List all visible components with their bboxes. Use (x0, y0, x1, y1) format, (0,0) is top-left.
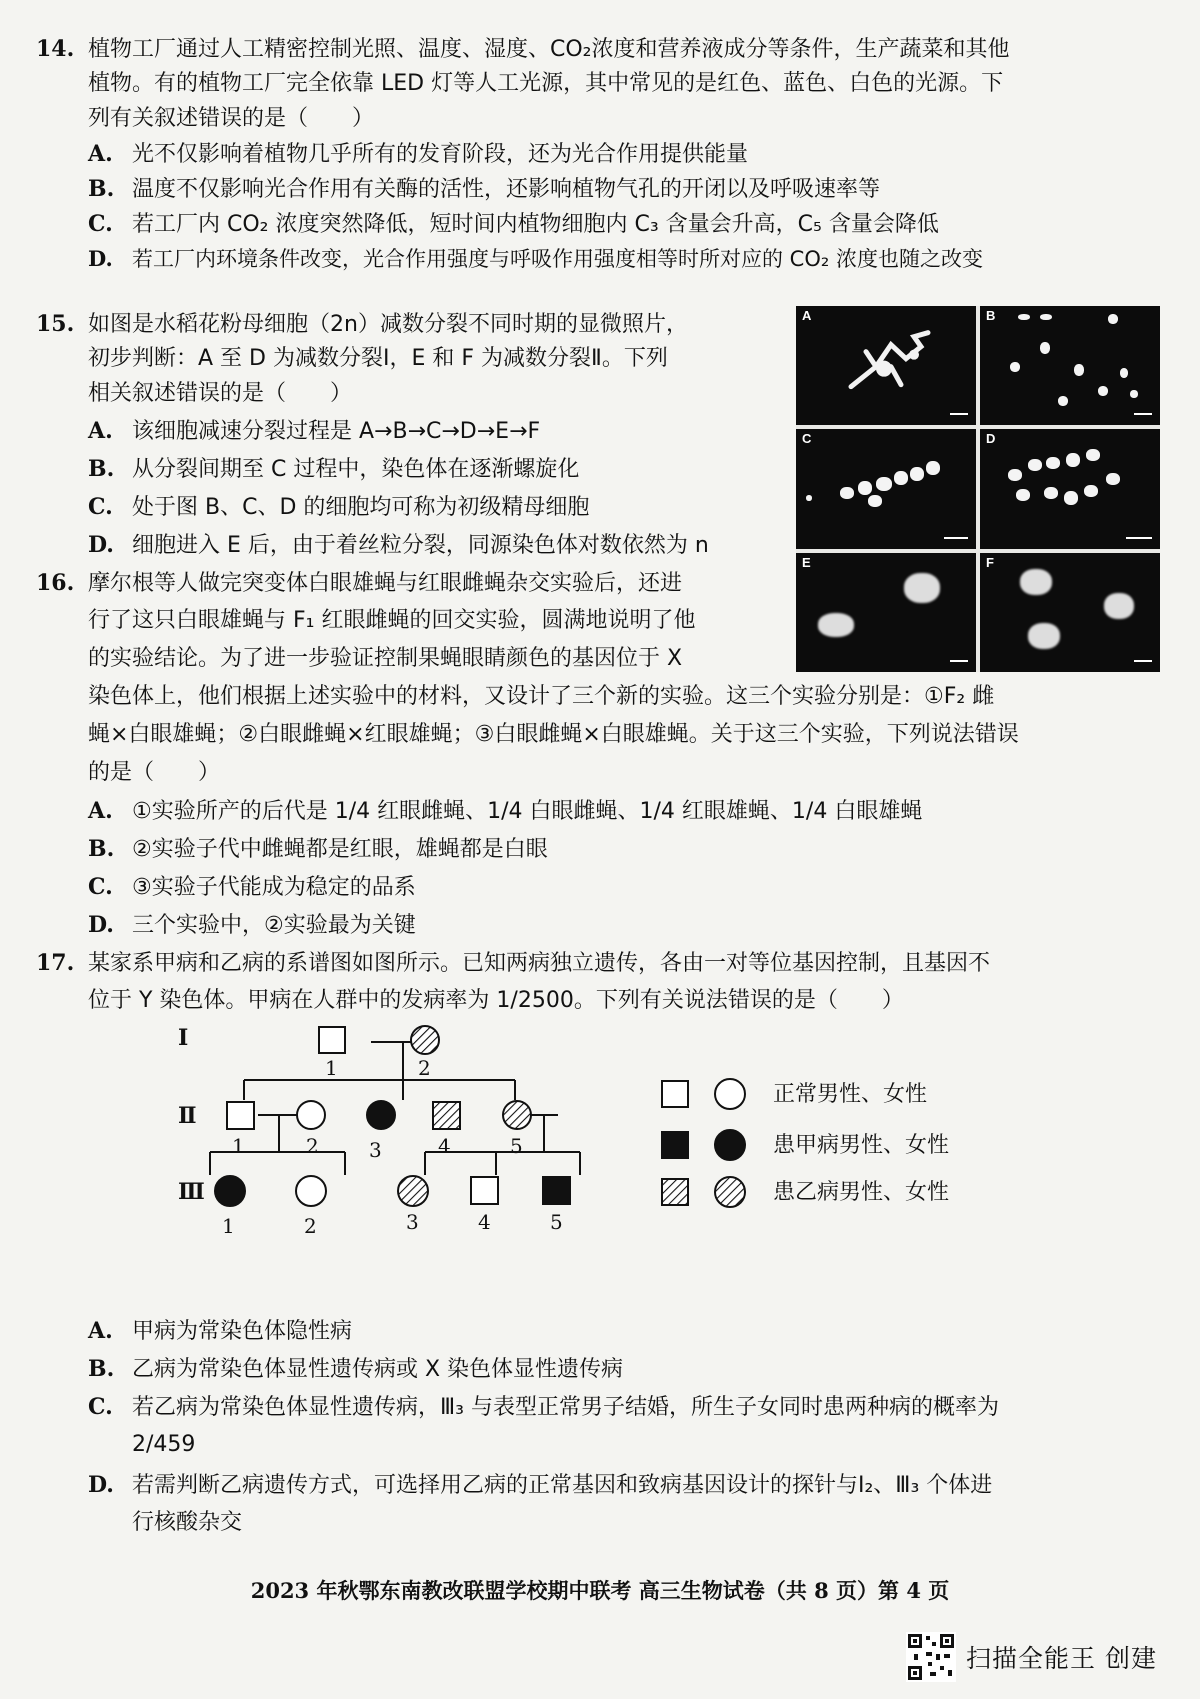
question-stem-line: 相关叙述错误的是（ ） (88, 381, 353, 406)
micrograph-panel-f: F (980, 553, 1160, 672)
option-c: C. 若乙病为常染色体显性遗传病，Ⅲ₃ 与表型正常男子结婚，所生子女同时患两种病的概率为 (88, 1394, 999, 1420)
normal-female-symbol (296, 1176, 326, 1206)
normal-female-symbol (297, 1101, 325, 1129)
normal-male-symbol (319, 1027, 345, 1053)
disease-a-female-symbol (367, 1101, 395, 1129)
option-b: B. 乙病为常染色体显性遗传病或 X 染色体显性遗传病 (88, 1356, 624, 1382)
question-stem-line: 如图是水稻花粉母细胞（2n）减数分裂不同时期的显微照片， (88, 312, 688, 337)
individual-number: 3 (406, 1210, 419, 1234)
question-number: 14. (36, 36, 75, 62)
question-stem-line: 位于 Y 染色体。甲病在人群中的发病率为 1/2500。下列有关说法错误的是（ ） (88, 988, 904, 1013)
option-a: A. 光不仅影响着植物几乎所有的发育阶段，还为光合作用提供能量 (88, 141, 749, 167)
disease-b-female-symbol (715, 1177, 745, 1207)
disease-b-male-symbol (662, 1179, 688, 1205)
qr-code-icon (906, 1632, 956, 1682)
individual-number: 4 (438, 1134, 451, 1158)
question-number: 17. (36, 950, 75, 976)
pedigree-legend (662, 1079, 949, 1207)
disease-a-female-symbol (215, 1176, 245, 1206)
question-stem-line: 某家系甲病和乙病的系谱图如图所示。已知两病独立遗传，各由一对等位基因控制，且基因不 (88, 951, 991, 976)
disease-a-male-symbol (543, 1177, 570, 1204)
micrograph-panel-d: D (980, 429, 1160, 548)
question-number: 15. (36, 311, 75, 337)
question-stem-line: 摩尔根等人做完突变体白眼雄蝇与红眼雌蝇杂交实验后，还进 (88, 571, 683, 596)
generation-label: Ⅱ (178, 1103, 197, 1129)
individual-number: 1 (325, 1056, 338, 1080)
question-stem-line: 植物工厂通过人工精密控制光照、温度、湿度、CO₂浓度和营养液成分等条件，生产蔬菜和其他 (88, 37, 1010, 62)
option-d: D. 三个实验中，②实验最为关键 (88, 912, 416, 938)
option-a: A. 该细胞减速分裂过程是 A→B→C→D→E→F (88, 418, 541, 444)
individual-number: 1 (232, 1134, 245, 1158)
disease-b-male-symbol (433, 1102, 460, 1129)
option-a: A. 甲病为常染色体隐性病 (88, 1318, 353, 1344)
option-b: B. 从分裂间期至 C 过程中，染色体在逐渐螺旋化 (88, 456, 580, 482)
normal-male-symbol (471, 1177, 498, 1204)
disease-b-female-symbol (411, 1026, 439, 1054)
scanner-label: 扫描全能王 创建 (966, 1644, 1157, 1673)
option-a: A. ①实验所产的后代是 1/4 红眼雌蝇、1/4 白眼雌蝇、1/4 红眼雄蝇、1/4 白眼雄蝇 (88, 798, 923, 824)
micrograph-grid (796, 306, 1160, 672)
option-d: D. 若工厂内环境条件改变，光合作用强度与呼吸作用强度相等时所对应的 CO₂ 浓度也随之改变 (88, 246, 983, 271)
legend-label-normal: 正常男性、女性 (773, 1082, 928, 1107)
individual-number: 3 (369, 1138, 382, 1162)
individual-number: 2 (304, 1214, 317, 1238)
option-d-continuation: 行核酸杂交 (132, 1510, 243, 1535)
option-c: C. 若工厂内 CO₂ 浓度突然降低，短时间内植物细胞内 C₃ 含量会升高，C₅ 含量会降低 (88, 211, 939, 237)
question-stem-line: 的是（ ） (88, 760, 221, 785)
option-b: B. ②实验子代中雌蝇都是红眼，雄蝇都是白眼 (88, 836, 548, 862)
question-stem-line: 的实验结论。为了进一步验证控制果蝇眼睛颜色的基因位于 X (88, 646, 683, 671)
question-stem-line: 蝇×白眼雄蝇；②白眼雌蝇×红眼雄蝇；③白眼雌蝇×白眼雄蝇。关于这三个实验，下列说法错误 (88, 722, 1019, 747)
chromatin-network-icon (796, 306, 976, 425)
individual-number: 5 (510, 1134, 523, 1158)
question-number: 16. (36, 570, 75, 596)
question-stem-line: 染色体上，他们根据上述实验中的材料，又设计了三个新的实验。这三个实验分别是：①F₂ 雌 (88, 684, 995, 709)
generation-label: Ⅲ (178, 1179, 205, 1205)
normal-female-symbol (715, 1079, 745, 1109)
disease-b-female-symbol (398, 1176, 428, 1206)
option-d: D. 若需判断乙病遗传方式，可选择用乙病的正常基因和致病基因设计的探针与Ⅰ₂、Ⅲ₃ 个体进 (88, 1472, 993, 1498)
normal-male-symbol (227, 1102, 254, 1129)
option-b: B. 温度不仅影响光合作用有关酶的活性，还影响植物气孔的开闭以及呼吸速率等 (88, 176, 881, 202)
individual-number: 5 (550, 1210, 563, 1234)
disease-b-female-symbol (503, 1101, 531, 1129)
micrograph-panel-e: E (796, 553, 976, 672)
micrograph-panel-a: A (796, 306, 976, 425)
micrograph-panel-b: B (980, 306, 1160, 425)
page-footer: 2023 年秋鄂东南教改联盟学校期中联考 高三生物试卷（共 8 页）第 4 页 (250, 1578, 950, 1603)
option-c: C. 处于图 B、C、D 的细胞均可称为初级精母细胞 (88, 494, 590, 520)
disease-a-male-symbol (662, 1132, 688, 1158)
legend-label-disease-b: 患乙病男性、女性 (773, 1180, 950, 1205)
question-stem-line: 列有关叙述错误的是（ ） (88, 106, 375, 131)
option-c: C. ③实验子代能成为稳定的品系 (88, 874, 416, 900)
scanner-watermark (906, 1632, 1157, 1682)
option-c-continuation: 2/459 (132, 1432, 196, 1457)
individual-number: 2 (306, 1134, 319, 1158)
individual-number: 2 (418, 1056, 431, 1080)
disease-a-female-symbol (715, 1130, 745, 1160)
pedigree-diagram (160, 1025, 1020, 1315)
normal-male-symbol (662, 1081, 688, 1107)
generation-label: Ⅰ (178, 1025, 189, 1051)
individual-number: 4 (478, 1210, 491, 1234)
legend-label-disease-a: 患甲病男性、女性 (773, 1133, 950, 1158)
question-stem-line: 行了这只白眼雄蝇与 F₁ 红眼雌蝇的回交实验，圆满地说明了他 (88, 608, 696, 633)
question-stem-line: 初步判断：A 至 D 为减数分裂Ⅰ，E 和 F 为减数分裂Ⅱ。下列 (88, 346, 668, 371)
option-d: D. 细胞进入 E 后，由于着丝粒分裂，同源染色体对数依然为 n (88, 532, 709, 558)
question-stem-line: 植物。有的植物工厂完全依靠 LED 灯等人工光源，其中常见的是红色、蓝色、白色的光源。下 (88, 71, 1004, 96)
micrograph-panel-c: C (796, 429, 976, 548)
individual-number: 1 (222, 1214, 235, 1238)
